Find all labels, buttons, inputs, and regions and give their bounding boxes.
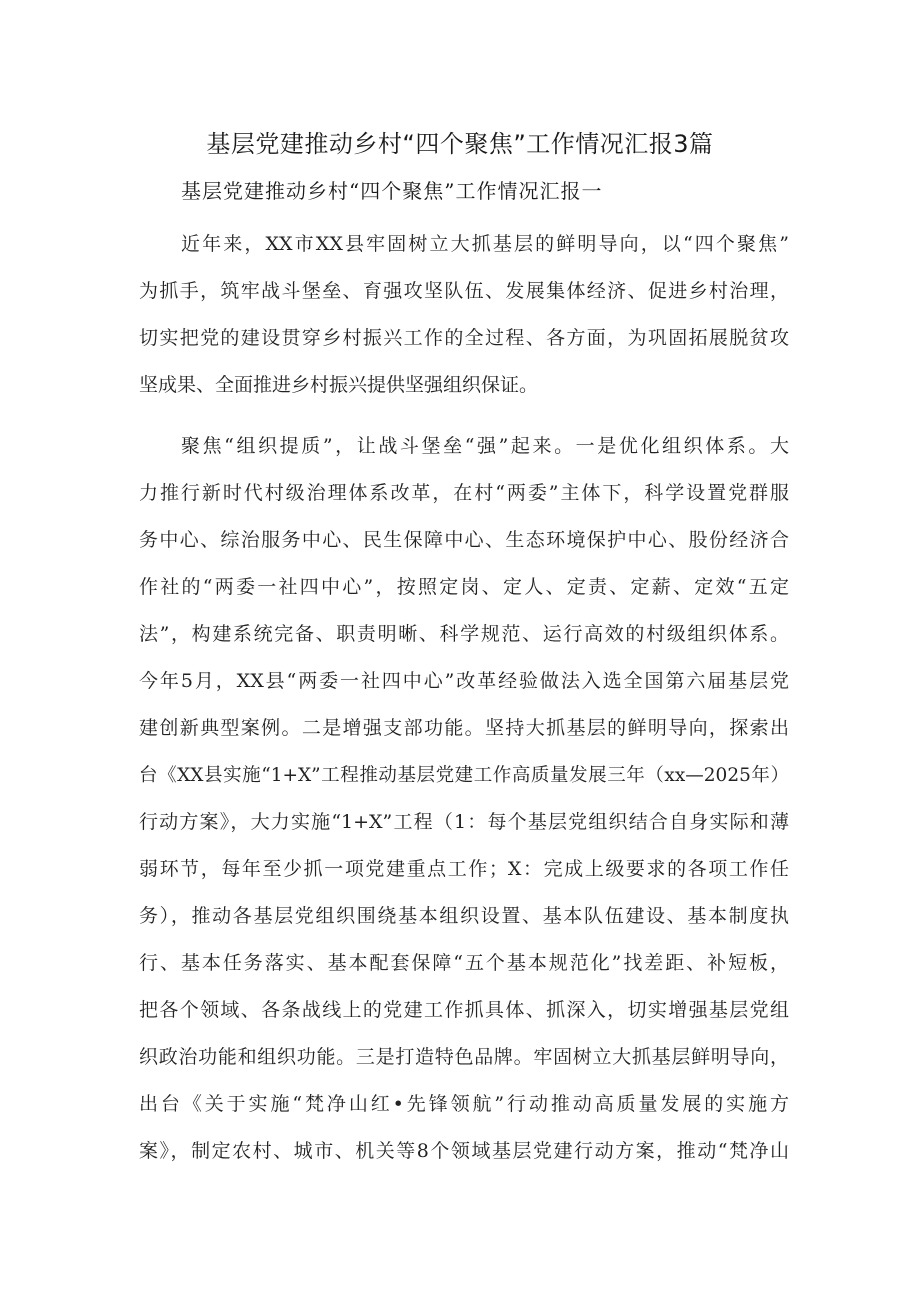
paragraph-line: 切实把党的建设贯穿乡村振兴工作的全过程、各方面，为巩固拓展脱贫攻 [139, 327, 789, 349]
paragraph-line: 务），推动各基层党组织围绕基本组织设置、基本队伍建设、基本制度执 [139, 905, 789, 927]
paragraph-line: 台《XX县实施“1+X”工程推动基层党建工作高质量发展三年（xx—2025年） [139, 765, 789, 786]
paragraph-line: 建创新典型案例。二是增强支部功能。坚持大抓基层的鲜明导向，探索出 [139, 717, 789, 739]
paragraph-line: 行动方案》，大力实施“1+X”工程（1：每个基层党组织结合自身实际和薄 [139, 811, 789, 833]
paragraph-line: 出台《关于实施“梵净山红•先锋领航”行动推动高质量发展的实施方 [139, 1093, 789, 1115]
paragraph-line: 法”，构建系统完备、职责明晰、科学规范、运行高效的村级组织体系。 [139, 623, 789, 645]
paragraph-organization [139, 423, 789, 1175]
paragraph-line: 为抓手，筑牢战斗堡垒、育强攻坚队伍、发展集体经济、促进乡村治理， [139, 280, 789, 302]
paragraph-line: 作社的“两委一社四中心”，按照定岗、定人、定责、定薪、定效“五定 [139, 576, 789, 598]
paragraph-line: 力推行新时代村级治理体系改革，在村“两委”主体下，科学设置党群服 [139, 482, 789, 504]
document-title: 基层党建推动乡村“四个聚焦”工作情况汇报3篇 [206, 130, 714, 158]
paragraph-line: 近年来，XX市XX县牢固树立大抓基层的鲜明导向，以“四个聚焦” [181, 233, 789, 255]
paragraph-line: 织政治功能和组织功能。三是打造特色品牌。牢固树立大抓基层鲜明导向， [139, 1046, 789, 1068]
paragraph-line: 坚成果、全面推进乡村振兴提供坚强组织保证。 [139, 374, 539, 396]
paragraph-line: 今年5月，XX县“两委一社四中心”改革经验做法入选全国第六届基层党 [139, 670, 789, 692]
paragraph-line: 聚焦“组织提质”，让战斗堡垒“强”起来。一是优化组织体系。大 [181, 435, 789, 457]
paragraph-line: 务中心、综治服务中心、民生保障中心、生态环境保护中心、股份经济合 [139, 529, 789, 551]
document-subtitle: 基层党建推动乡村“四个聚焦”工作情况汇报一 [181, 179, 603, 203]
paragraph-intro [139, 221, 789, 409]
paragraph-line: 行、基本任务落实、基本配套保障“五个基本规范化”找差距、补短板， [139, 952, 789, 974]
paragraph-line: 案》，制定农村、城市、机关等8个领域基层党建行动方案，推动“梵净山 [139, 1140, 789, 1162]
paragraph-line: 把各个领域、各条战线上的党建工作抓具体、抓深入，切实增强基层党组 [139, 999, 789, 1021]
paragraph-line: 弱环节，每年至少抓一项党建重点工作；X：完成上级要求的各项工作任 [139, 858, 789, 880]
